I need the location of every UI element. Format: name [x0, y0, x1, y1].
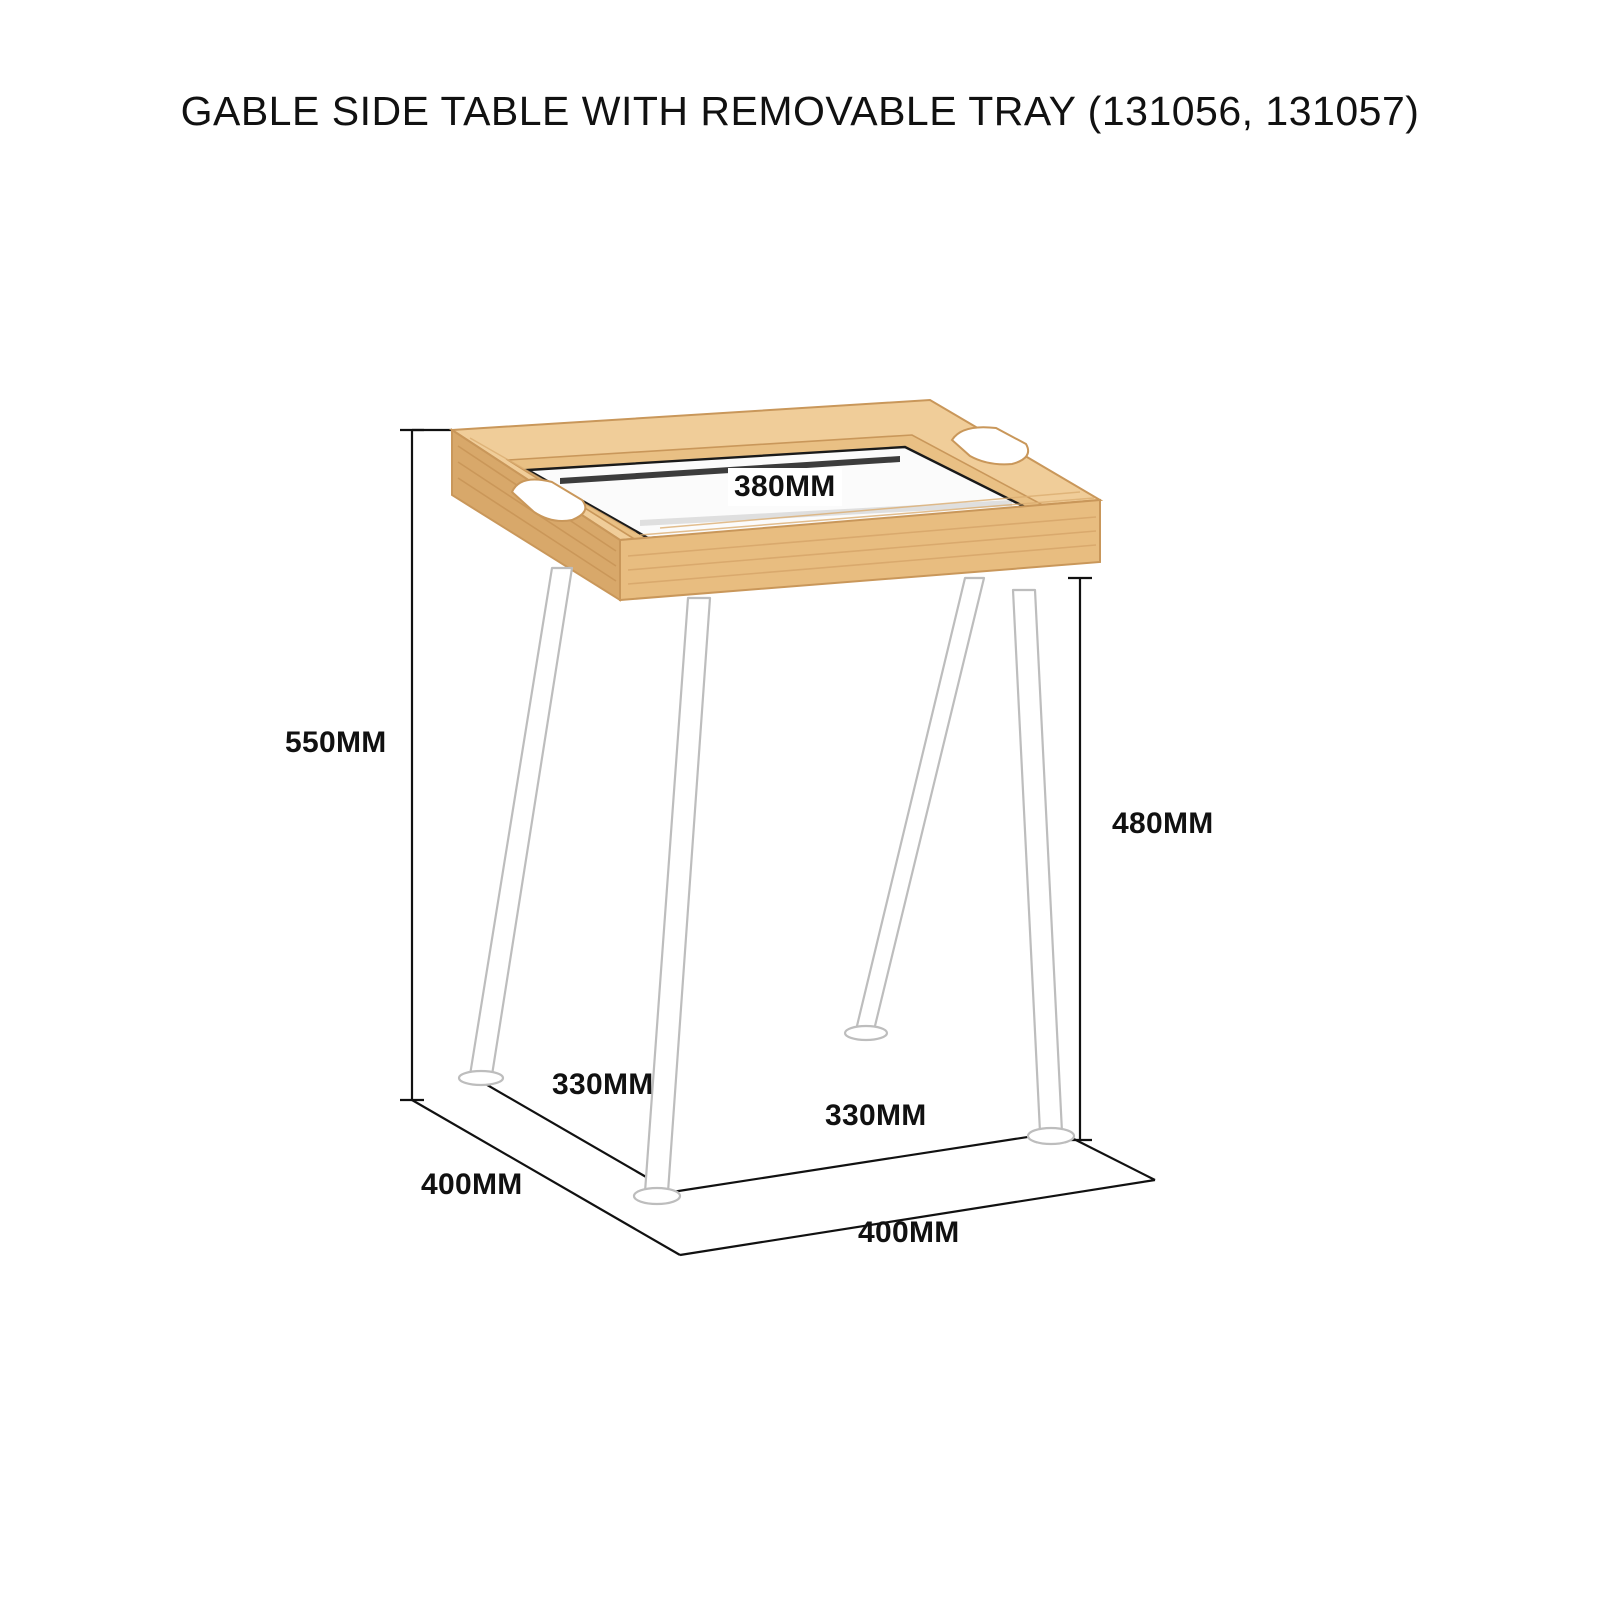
dimension-label-tray-depth: 400MM	[421, 1168, 523, 1201]
dimension-label-leg-spread-right: 330MM	[825, 1099, 927, 1132]
table-legs	[459, 568, 1074, 1204]
dimension-label-leg-height: 480MM	[1112, 807, 1214, 840]
dimension-label-leg-spread-left: 330MM	[552, 1068, 654, 1101]
dimension-label-tray-width: 380MM	[728, 468, 842, 506]
page-title: GABLE SIDE TABLE WITH REMOVABLE TRAY (131056, 131057)	[180, 88, 1420, 134]
dimension-label-overall-height: 550MM	[285, 726, 387, 759]
dimension-label-tray-width-bottom: 400MM	[858, 1216, 960, 1249]
